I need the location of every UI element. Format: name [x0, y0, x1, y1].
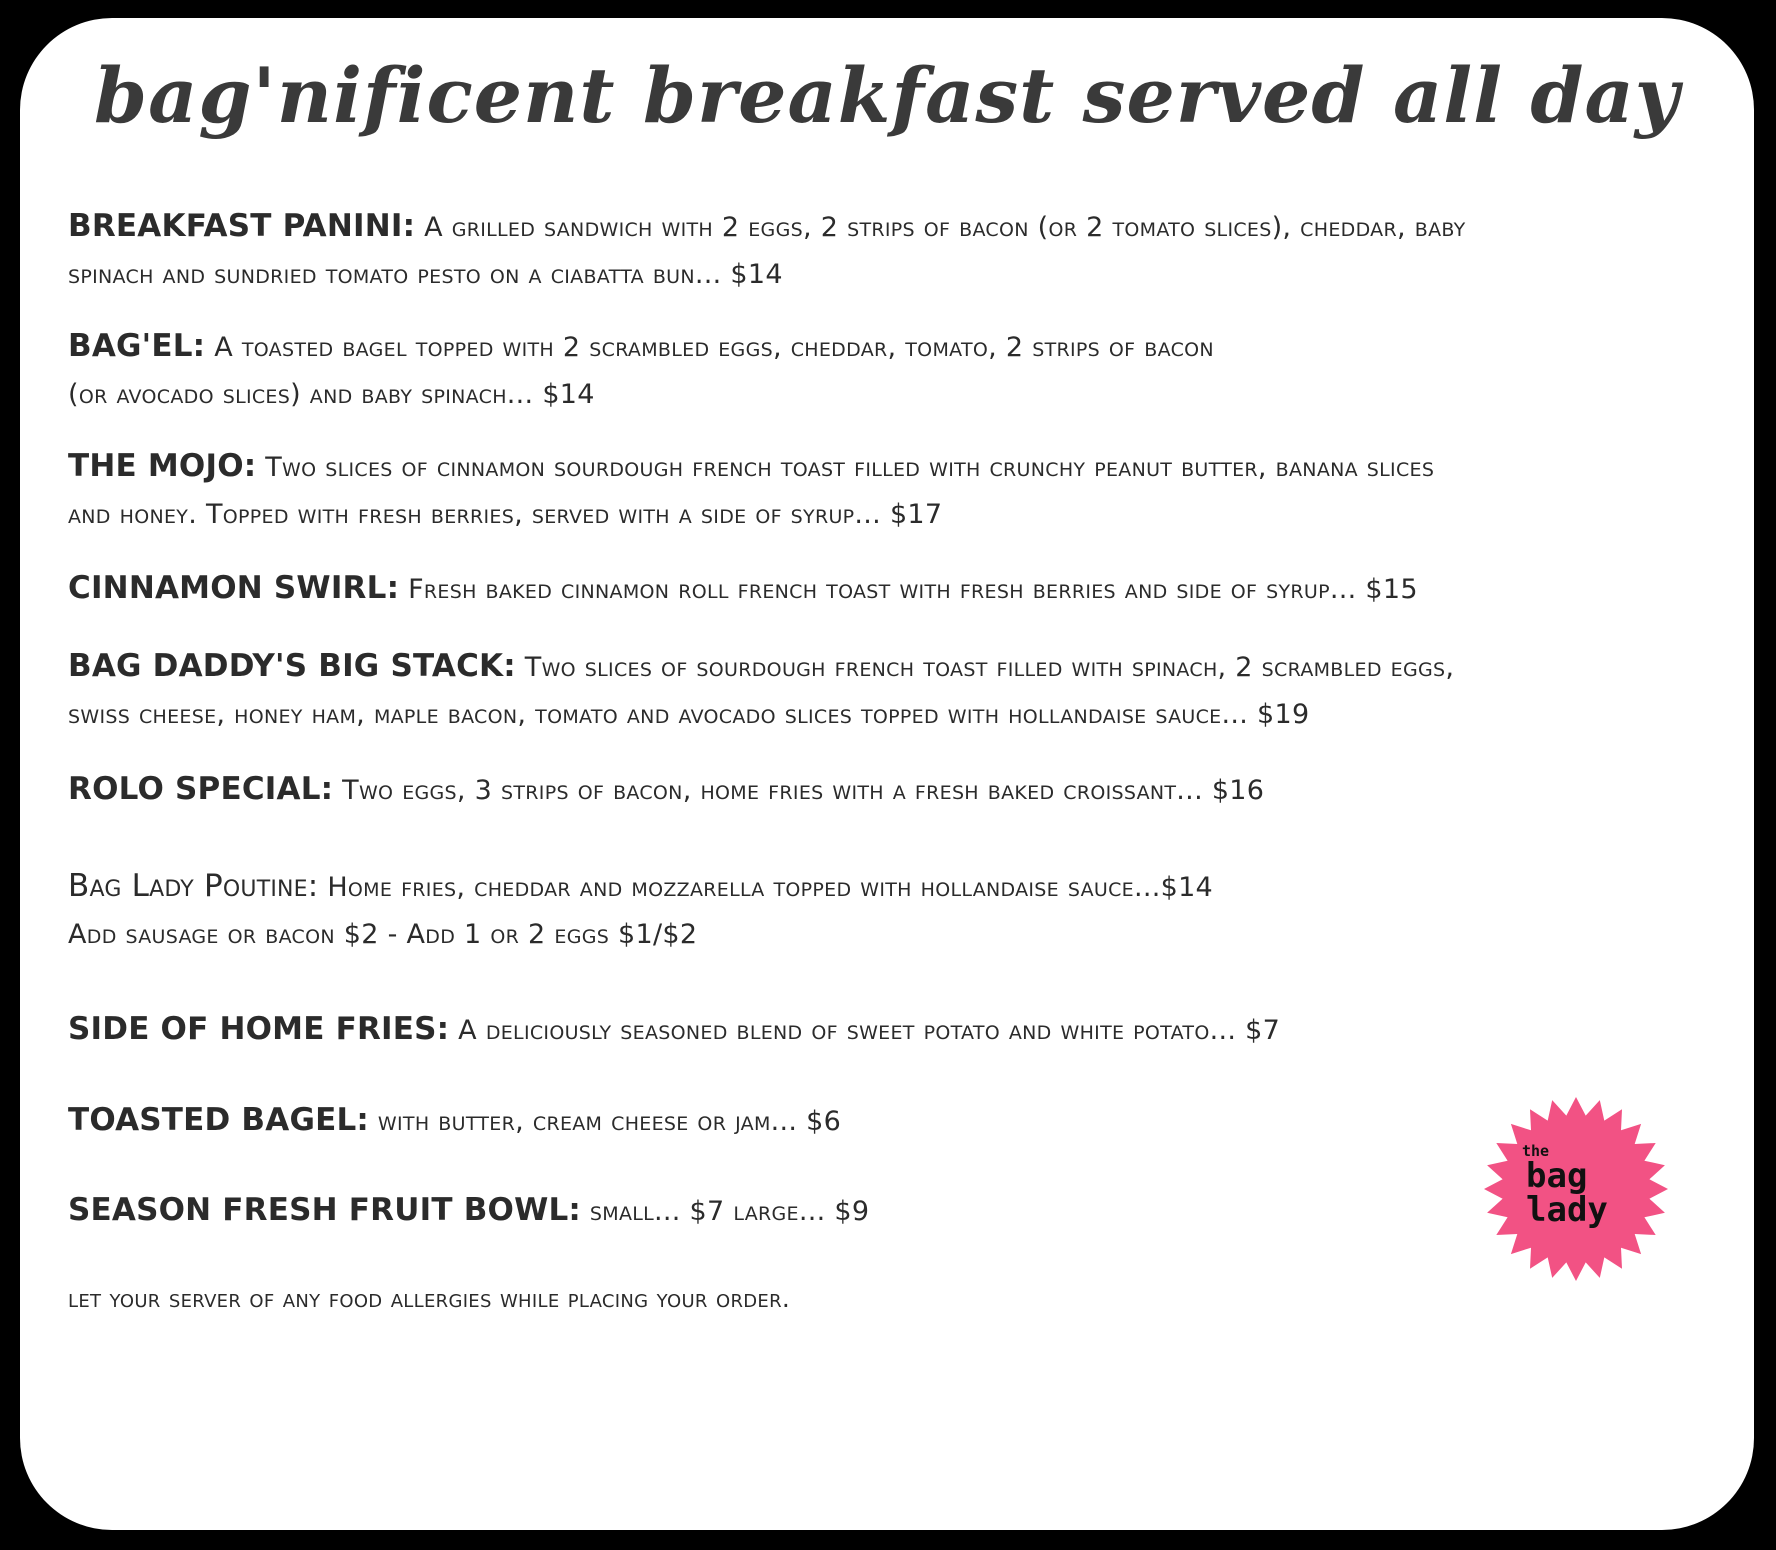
menu-item-bag-lady-poutine [68, 863, 1708, 958]
menu-item-name: BREAKFAST PANINI: [68, 208, 416, 244]
menu-item-name: SIDE OF HOME FRIES: [68, 1011, 450, 1047]
menu-item-name: ROLO SPECIAL: [68, 771, 334, 807]
menu-item-line-1 [68, 323, 1708, 371]
menu-item-the-mojo [68, 443, 1708, 538]
allergy-note: let your server of any food allergies while placing your order. [68, 1284, 791, 1313]
menu-item-side-of-home-fries [68, 1006, 1708, 1054]
menu-item-description: A grilled sandwich with 2 eggs, 2 strips of bacon (or 2 tomato slices), cheddar, baby [424, 212, 1466, 243]
logo-wordmark [1522, 1142, 1608, 1230]
logo-the: the [1522, 1142, 1550, 1160]
menu-item-line-1 [68, 203, 1708, 251]
menu-item-line-1 [68, 565, 1708, 613]
menu-item-name: THE MOJO: [68, 448, 257, 484]
menu-item-description: with butter, cream cheese or jam... $6 [377, 1106, 842, 1137]
menu-item-name: TOASTED BAGEL: [68, 1102, 370, 1138]
menu-item-line-2: swiss cheese, honey ham, maple bacon, tomato and avocado slices topped with hollandaise sauce... $19 [68, 699, 1310, 730]
menu-item-description: Two slices of sourdough french toast filled with spinach, 2 scrambled eggs, [524, 652, 1455, 683]
menu-item-name: SEASON FRESH FRUIT BOWL: [68, 1192, 582, 1228]
menu-item-season-fresh-fruit-bowl [68, 1187, 1708, 1235]
menu-item-description: Home fries, cheddar and mozzarella topped with hollandaise sauce...$14 [327, 872, 1214, 903]
logo-bag: bag [1526, 1156, 1588, 1196]
menu-item-addons: Add sausage or bacon $2 - Add 1 or 2 eggs $1/$2 [68, 919, 698, 950]
menu-item-description: Fresh baked cinnamon roll french toast with fresh berries and side of syrup... $15 [408, 574, 1418, 605]
menu-item-name: BAG'EL: [68, 328, 206, 364]
menu-item-rolo-special [68, 766, 1708, 814]
menu-title: bag'nificent breakfast served all day [94, 51, 1680, 140]
logo-lady: lady [1526, 1190, 1608, 1230]
menu-item-bagel [68, 323, 1708, 418]
menu-item-name: BAG DADDY'S BIG STACK: [68, 648, 516, 684]
menu-item-description: Two slices of cinnamon sourdough french toast filled with crunchy peanut butter, banana slices [265, 452, 1435, 483]
menu-item-line-1 [68, 766, 1708, 814]
menu-card [20, 18, 1754, 1530]
menu-item-description: Two eggs, 3 strips of bacon, home fries with a fresh baked croissant... $16 [342, 775, 1265, 806]
menu-item-cinnamon-swirl [68, 565, 1708, 613]
menu-item-line-1 [68, 1097, 1708, 1145]
menu-item-line-2: spinach and sundried tomato pesto on a ciabatta bun... $14 [68, 259, 783, 290]
menu-item-description: A toasted bagel topped with 2 scrambled eggs, cheddar, tomato, 2 strips of bacon [214, 332, 1214, 363]
bag-lady-logo [1482, 1095, 1670, 1283]
menu-item-line-2: and honey. Topped with fresh berries, served with a side of syrup... $17 [68, 499, 943, 530]
menu-item-line-1 [68, 443, 1708, 491]
menu-item-line-1 [68, 643, 1708, 691]
menu-item-line-1 [68, 1006, 1708, 1054]
menu-item-line-2: (or avocado slices) and baby spinach... $14 [68, 379, 595, 410]
menu-item-bag-daddys-big-stack [68, 643, 1708, 738]
menu-item-toasted-bagel [68, 1097, 1708, 1145]
menu-item-line-1 [68, 1187, 1708, 1235]
menu-item-description: A deliciously seasoned blend of sweet potato and white potato... $7 [458, 1015, 1281, 1046]
menu-item-name: CINNAMON SWIRL: [68, 570, 400, 606]
menu-item-breakfast-panini [68, 203, 1708, 298]
menu-item-name: Bag Lady Poutine: [68, 868, 319, 904]
menu-item-line-1 [68, 863, 1708, 911]
menu-item-description: small... $7 large... $9 [589, 1196, 870, 1227]
